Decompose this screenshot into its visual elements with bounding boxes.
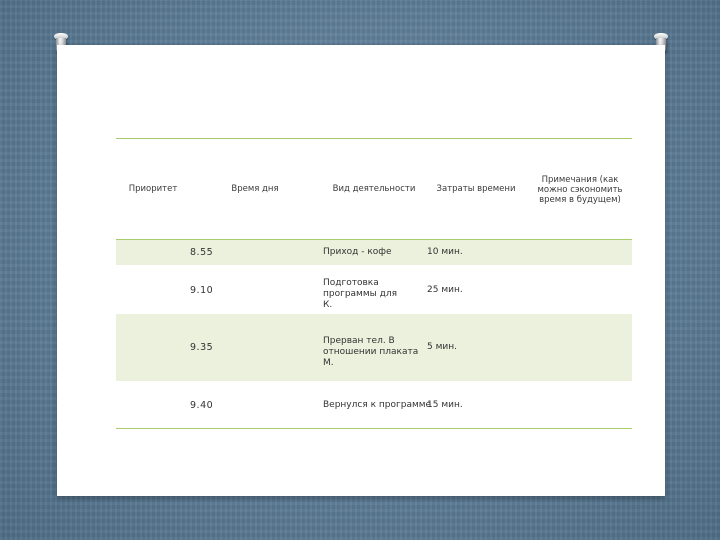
row-1-duration: 10 мин.	[427, 247, 463, 257]
header-notes: Примечания (как можно сэкономить время в будущем)	[537, 175, 623, 205]
row-1-activity: Приход - кофе	[323, 247, 392, 257]
header-priority: Приоритет	[128, 184, 178, 194]
row-3-activity: Прерван тел. В отношении плаката М.	[323, 336, 419, 368]
row-2-activity: Подготовка программы для К.	[323, 278, 397, 310]
table-top-rule	[116, 138, 632, 139]
row-4-time: 9.40	[190, 400, 214, 411]
row-4-duration: 15 мин.	[427, 400, 463, 410]
row-1-time: 8.55	[190, 247, 214, 258]
row-3-duration: 5 мин.	[427, 342, 457, 352]
header-activity: Вид деятельности	[332, 184, 416, 194]
table-bottom-rule	[116, 428, 632, 429]
header-time-spent: Затраты времени	[436, 184, 516, 194]
row-2-duration: 25 мин.	[427, 285, 463, 295]
row-3-time: 9.35	[190, 342, 214, 353]
header-time-of-day: Время дня	[231, 184, 279, 194]
row-4-activity: Вернулся к программе	[323, 400, 432, 410]
row-2-time: 9.10	[190, 285, 214, 296]
